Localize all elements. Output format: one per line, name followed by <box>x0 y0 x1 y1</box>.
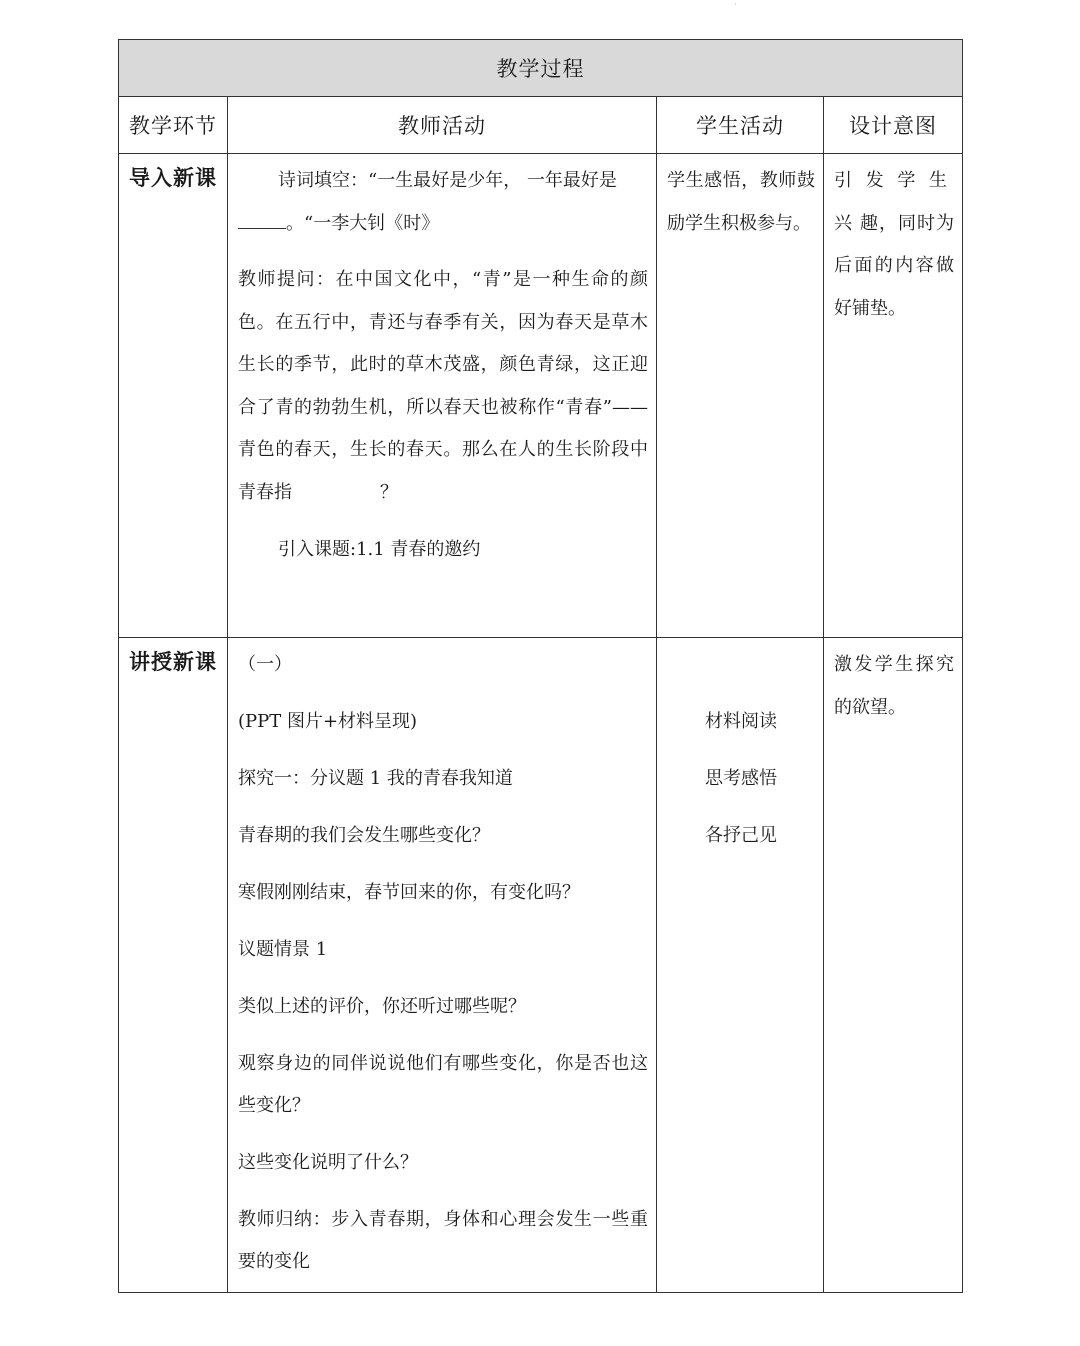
teacher-line: 青春期的我们会发生哪些变化？ <box>238 825 490 846</box>
teacher-line: 类似上述的评价，你还听过哪些呢？ <box>238 996 526 1017</box>
teacher-question-text: 教师提问：在中国文化中，“青”是一种生命的颜色。在五行中，青还与春季有关，因为春天是草木生长的季节，此时的草木茂盛，颜色青绿，这正迎合了青的勃勃生机，所以春天也被称作“青春”——青色的春天，生长的春天。那么在人的生长阶段中青春指 <box>238 269 648 503</box>
teacher-line: 议题情景 1 <box>238 939 328 960</box>
poem-source-text: 。“一李大钊《时》 <box>286 212 440 234</box>
teacher-line: (PPT 图片+材料呈现) <box>238 711 418 732</box>
header-teacher: 教师活动 <box>228 97 657 154</box>
table-title: 教学过程 <box>119 40 963 97</box>
topic-intro-paragraph: 引入课题:1.1 青春的邀约 <box>278 539 481 560</box>
student-line: 思考感悟 <box>705 768 777 789</box>
section-new-lesson-row <box>119 638 963 1293</box>
teacher-question-paragraph <box>238 259 648 514</box>
teacher-line: 寒假刚刚结束，春节回来的你，有变化吗？ <box>238 882 580 903</box>
fill-blank <box>238 204 286 229</box>
design-intent-intro-rest: 趣，同时为后面的内容做好铺垫。 <box>834 212 954 319</box>
teacher-line: 这些变化说明了什么？ <box>238 1152 418 1173</box>
poem-fill-paragraph <box>238 160 648 245</box>
header-intent: 设计意图 <box>824 97 963 154</box>
section-intro-row <box>119 154 963 638</box>
teacher-line: 观察身边的同伴说说他们有哪些变化，你是否也这些变化？ <box>238 1053 648 1116</box>
poem-fill-text: 诗词填空：“一生最好是少年， 一年最好是 <box>278 170 617 191</box>
teaching-process-table <box>118 39 963 1293</box>
header-stage: 教学环节 <box>119 97 228 154</box>
question-mark: ？ <box>380 481 398 503</box>
teacher-line: 探究一：分议题 1 我的青春我知道 <box>238 768 513 789</box>
teacher-activity-intro <box>228 154 657 638</box>
stage-new-lesson: 讲授新课 <box>119 638 228 1293</box>
design-intent-intro <box>824 154 963 638</box>
header-student: 学生活动 <box>657 97 824 154</box>
teacher-activity-new-lesson <box>228 638 657 1293</box>
page-mark: · <box>734 0 737 9</box>
teacher-line: 教师归纳：步入青春期，身体和心理会发生一些重要的变化 <box>238 1209 648 1272</box>
student-line: 材料阅读 <box>705 711 777 732</box>
design-intent-new-lesson: 激发学生探究的欲望。 <box>824 638 963 1293</box>
teacher-line: （一） <box>238 654 292 675</box>
design-intent-intro-line1: 引发学生兴 <box>834 170 954 234</box>
student-activity-intro: 学生感悟，教师鼓励学生积极参与。 <box>657 154 824 638</box>
student-line: 各抒己见 <box>705 825 777 846</box>
student-activity-new-lesson <box>657 638 824 1293</box>
header-row <box>119 97 963 154</box>
stage-intro: 导入新课 <box>119 154 228 638</box>
